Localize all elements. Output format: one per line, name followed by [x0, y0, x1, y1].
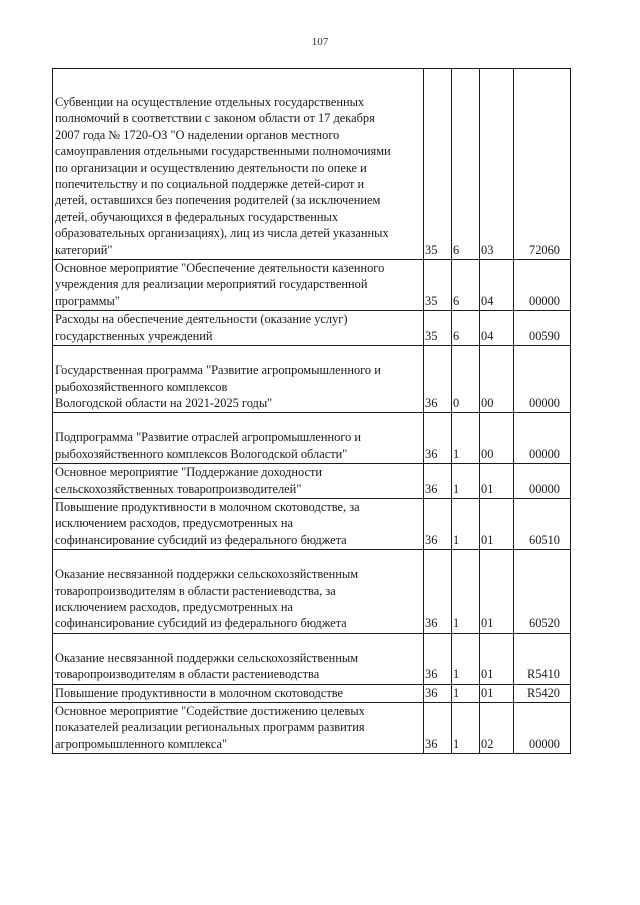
- row-description: Основное мероприятие "Содействие достижению целевых показателей реализации региональных программ развития агропромышленного комплекса": [53, 703, 424, 754]
- row-expense-code: 72060: [514, 69, 571, 260]
- row-expense-code: 00000: [514, 464, 571, 499]
- row-description: Государственная программа "Развитие агропромышленного и рыбохозяйственного комплексов Вологодской области на 2021-2025 годы": [53, 346, 424, 413]
- table-body: [53, 69, 571, 754]
- row-subprogram-code: 1: [452, 498, 480, 549]
- row-subprogram-code: 6: [452, 260, 480, 311]
- row-program-code: 36: [424, 703, 452, 754]
- row-expense-code: 00000: [514, 413, 571, 464]
- row-activity-code: 00: [480, 413, 514, 464]
- row-program-code: 36: [424, 346, 452, 413]
- table-row: [53, 311, 571, 346]
- row-description: Субвенции на осуществление отдельных государственных полномочий в соответствии с законом области от 17 декабря 2007 года № 1720-ОЗ "О наделении органов местного самоуправления отдельными государственными полномочиями по организации и осуществлению деятельности по опеке и попечительству и по социальной поддержке детей-сирот и детей, оставшихся без попечения родителей (за исключением детей, обучающихся в федеральных государственных образовательных организациях), лиц из числа детей указанных категорий": [53, 69, 424, 260]
- row-activity-code: 02: [480, 703, 514, 754]
- row-expense-code: R5410: [514, 633, 571, 684]
- table-row: [53, 413, 571, 464]
- row-activity-code: 04: [480, 311, 514, 346]
- row-description: Повышение продуктивности в молочном скотоводстве: [53, 684, 424, 702]
- table-row: [53, 684, 571, 702]
- row-activity-code: 01: [480, 550, 514, 634]
- row-description: Оказание несвязанной поддержки сельскохозяйственным товаропроизводителям в области растениеводства: [53, 633, 424, 684]
- row-program-code: 36: [424, 498, 452, 549]
- row-expense-code: R5420: [514, 684, 571, 702]
- row-description: Оказание несвязанной поддержки сельскохозяйственным товаропроизводителям в области растениеводства, за исключением расходов, предусмотренных на софинансирование субсидий из федерального бюджета: [53, 550, 424, 634]
- page-number: 107: [311, 36, 329, 48]
- row-description: Подпрограмма "Развитие отраслей агропромышленного и рыбохозяйственного комплексов Вологодской области": [53, 413, 424, 464]
- row-subprogram-code: 1: [452, 703, 480, 754]
- table-row: [53, 69, 571, 260]
- row-subprogram-code: 1: [452, 464, 480, 499]
- row-expense-code: 00000: [514, 703, 571, 754]
- row-description: Расходы на обеспечение деятельности (оказание услуг) государственных учреждений: [53, 311, 424, 346]
- row-expense-code: 60510: [514, 498, 571, 549]
- row-program-code: 36: [424, 684, 452, 702]
- row-subprogram-code: 1: [452, 413, 480, 464]
- row-activity-code: 00: [480, 346, 514, 413]
- row-subprogram-code: 1: [452, 684, 480, 702]
- row-activity-code: 01: [480, 464, 514, 499]
- row-program-code: 36: [424, 550, 452, 634]
- table-row: [53, 464, 571, 499]
- row-activity-code: 01: [480, 633, 514, 684]
- row-program-code: 36: [424, 413, 452, 464]
- row-expense-code: 00000: [514, 260, 571, 311]
- row-expense-code: 00590: [514, 311, 571, 346]
- table-row: [53, 260, 571, 311]
- row-program-code: 36: [424, 633, 452, 684]
- row-program-code: 35: [424, 260, 452, 311]
- row-subprogram-code: 1: [452, 550, 480, 634]
- row-description: Повышение продуктивности в молочном скотоводстве, за исключением расходов, предусмотренных на софинансирование субсидий из федерального бюджета: [53, 498, 424, 549]
- row-subprogram-code: 6: [452, 69, 480, 260]
- row-program-code: 35: [424, 311, 452, 346]
- table-row: [53, 703, 571, 754]
- table-row: [53, 498, 571, 549]
- row-activity-code: 03: [480, 69, 514, 260]
- table-row: [53, 633, 571, 684]
- row-description: Основное мероприятие "Поддержание доходности сельскохозяйственных товаропроизводителей": [53, 464, 424, 499]
- row-expense-code: 00000: [514, 346, 571, 413]
- table-row: [53, 346, 571, 413]
- row-activity-code: 01: [480, 684, 514, 702]
- row-description: Основное мероприятие "Обеспечение деятельности казенного учреждения для реализации мероприятий государственной программы": [53, 260, 424, 311]
- row-subprogram-code: 0: [452, 346, 480, 413]
- row-activity-code: 01: [480, 498, 514, 549]
- budget-classification-table: [52, 68, 571, 754]
- row-subprogram-code: 6: [452, 311, 480, 346]
- table-row: [53, 550, 571, 634]
- row-expense-code: 60520: [514, 550, 571, 634]
- row-program-code: 36: [424, 464, 452, 499]
- row-program-code: 35: [424, 69, 452, 260]
- row-activity-code: 04: [480, 260, 514, 311]
- row-subprogram-code: 1: [452, 633, 480, 684]
